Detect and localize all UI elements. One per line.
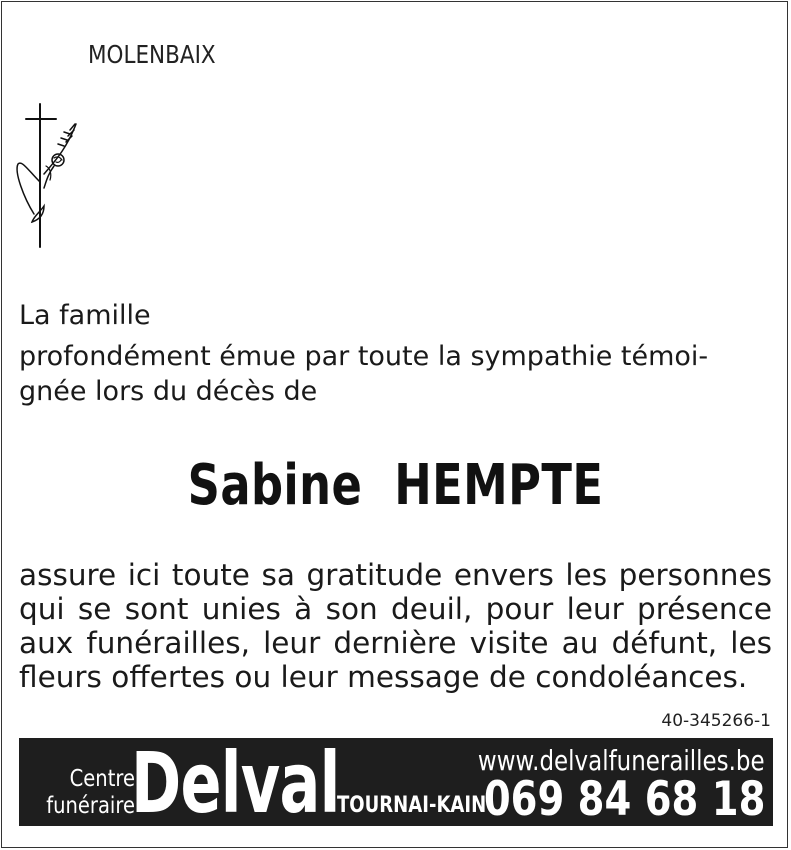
intro-line: La famille xyxy=(19,300,151,331)
website-link[interactable]: www.delvalfunerailles.be xyxy=(478,744,765,777)
phone-number[interactable]: 069 84 68 18 xyxy=(483,772,765,826)
brand-logo-text: Delval xyxy=(131,738,340,826)
intro-text xyxy=(19,298,708,409)
centre-line: funéraire xyxy=(46,793,135,819)
centre-funeraire-label xyxy=(43,766,135,820)
funeral-home-banner xyxy=(19,738,773,826)
cross-with-wheat-and-rose-icon xyxy=(14,102,82,250)
town-label: TOURNAI-KAIN xyxy=(337,793,487,818)
intro-line: profondément émue par toute la sympathie témoi- xyxy=(19,341,709,372)
deceased-name: Sabine HEMPTE xyxy=(187,453,604,518)
location-heading: MOLENBAIX xyxy=(88,40,216,69)
centre-line: Centre xyxy=(69,766,135,792)
reference-number: 40-345266-1 xyxy=(661,711,771,731)
intro-line: gnée lors du décès de xyxy=(19,376,318,407)
gratitude-text: assure ici toute sa gratitude envers les personnes qui se sont unies à son deuil, pour leur présence aux funérailles, leur dernière visite au défunt, les fleurs offertes ou leur message de condoléances. xyxy=(19,558,772,694)
